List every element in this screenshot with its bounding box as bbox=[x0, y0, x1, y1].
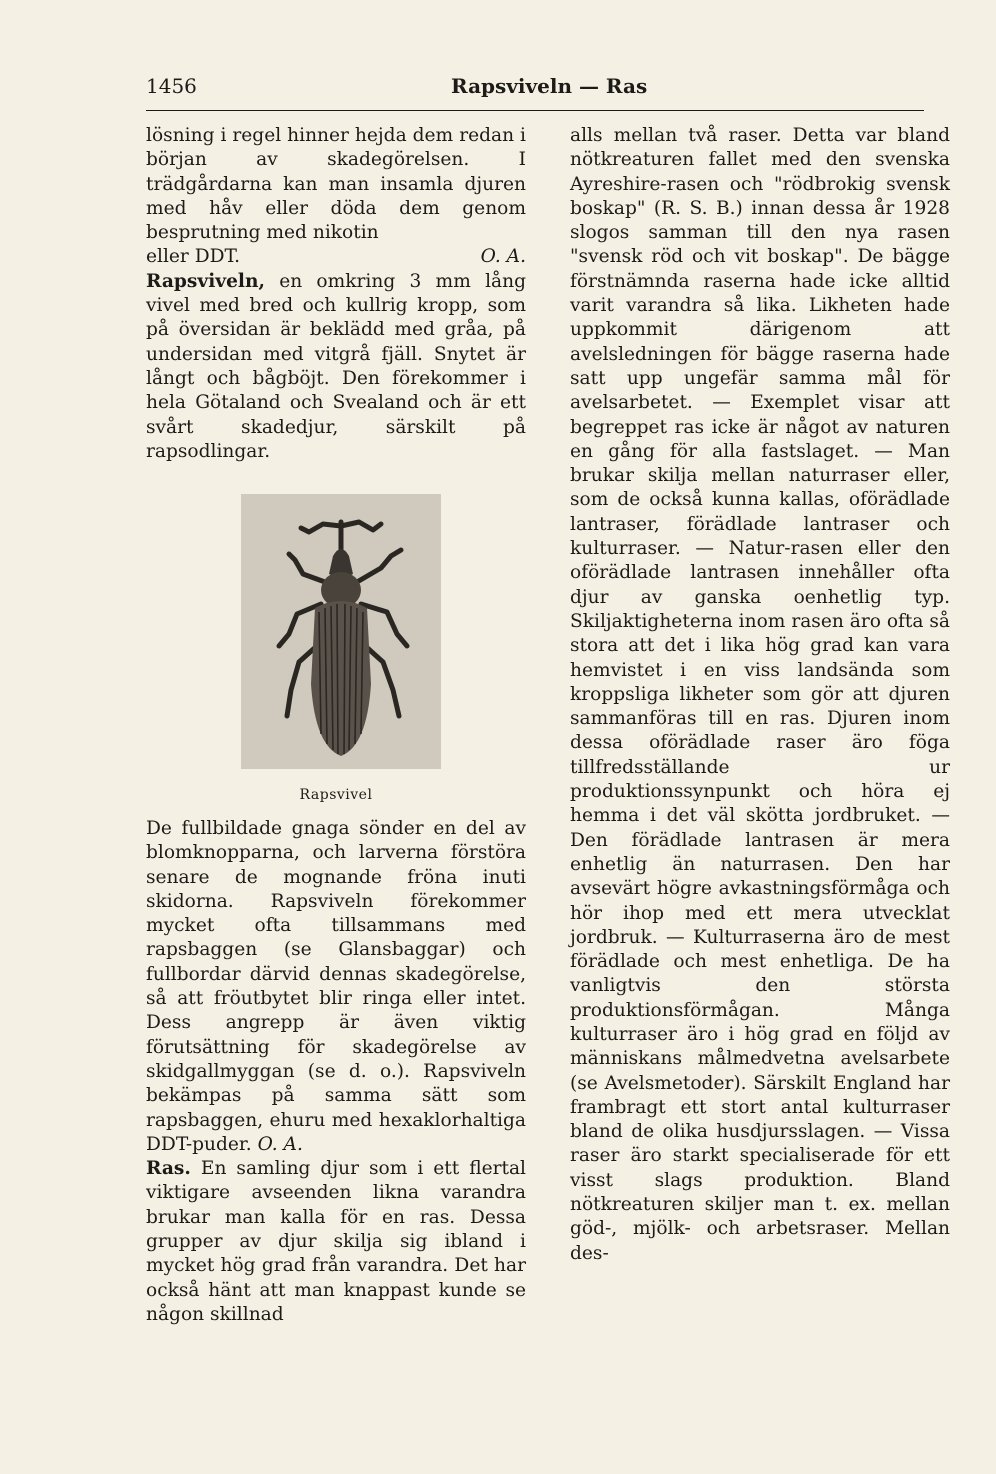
intro-line: lösning i regel hinner hejda dem bbox=[146, 125, 454, 146]
author-signature: O. A. bbox=[480, 246, 526, 268]
weevil-drawing bbox=[241, 494, 441, 769]
entry-term: Ras. bbox=[146, 1158, 191, 1180]
entry-term: Rapsviveln, bbox=[146, 270, 265, 292]
left-column-bottom bbox=[146, 817, 526, 1327]
author-signature: O. A. bbox=[257, 1133, 303, 1155]
right-column bbox=[570, 124, 950, 1266]
intro-end-line bbox=[146, 245, 526, 269]
intro-paragraph bbox=[146, 124, 526, 245]
intro-line: redan i början av skadegörelsen. I bbox=[146, 125, 526, 171]
page-number: 1456 bbox=[146, 74, 197, 98]
intro-line: djuren med håv eller döda dem bbox=[146, 173, 526, 219]
running-title: Rapsviveln — Ras bbox=[451, 74, 648, 98]
page-header bbox=[146, 74, 924, 104]
header-rule bbox=[146, 110, 924, 111]
weevil-illustration bbox=[241, 494, 441, 769]
right-column-text: alls mellan två raser. Detta var bland nötkreaturen fallet med den svenska Ayreshire-rasen och "rödbrokig svensk boskap" (R. S. B.) innan dessa år 1928 slogos samman till den nya rasen "svensk röd och vit boskap". De bägge förstnämnda raserna hade icke alltid varit varandra så lika. Likheten hade uppkommit därigenom att avelsledningen för bägge raserna hade satt upp ungefär samma mål för avelsarbetet. — Exemplet visar att begreppet ras icke är något av naturen en gång för alla fastslaget. — Man brukar skilja mellan naturraser eller, som de också kunna kallas, oförädlade lantraser, förädlade lantraser och kulturraser. — Natur-rasen eller den oförädlade lantrasen innehåller ofta djur av ganska oenhetlig typ. Skiljaktigheterna inom rasen äro ofta så stora att det i lika hög grad kan vara hemvistet i en viss landsända som kroppsliga likheter som gör att djuren sammanföras till en ras. Djuren inom dessa oförädlade raser äro föga tillfredsställande ur produktionssynpunkt och höra ej hemma i det väl skötta jordbruket. — Den förädlade lantrasen är mera enhetlig än naturrasen. Den har avsevärt högre avkastningsförmåga och hör ihop med ett mera utvecklat jordbruk. — Kulturraserna äro de mest förädlade och mest enhetliga. De ha vanligtvis den största produktionsförmågan. Många kulturraser äro i hög grad en följd av människans målmedvetna avelsarbete (se Avelsmetoder). Särskilt England har frambragt ett stort antal kulturraser bland de olika husdjursslagen. — Vissa raser äro starkt specialiserade för ett visst slags produktion. Bland nötkreaturen skiljer man t. ex. mellan göd-, mjölk- och arbetsraser. Mellan des- bbox=[570, 125, 950, 1264]
entry-text: En samling djur som i ett flertal viktigare avseenden likna varandra brukar man kalla för en ras. Dessa grupper av djur skilja sig ibland i mycket hög grad från varandra. Det har också hänt att man knappast kunde se någon skillnad bbox=[146, 1158, 526, 1325]
figure-caption: Rapsvivel bbox=[299, 787, 373, 803]
intro-line: trädgårdarna kan man insamla bbox=[146, 173, 454, 195]
intro-end: eller DDT. bbox=[146, 246, 241, 268]
continuation-text: De fullbildade gnaga sönder en del av blomknopparna, och larverna förstöra senare de mognande fröna inuti skidorna. Rapsviveln förekommer mycket ofta tillsammans med rapsbaggen (se Glansbaggar) och fullbordar därvid dennas skadegörelse, så att fröutbytet blir ringa eller intet. Dess angrepp är även viktig förutsättning för skadegörelse av skidgallmyggan (se d. o.). Rapsviveln bekämpas på samma sätt som rapsbaggen, ehuru med hexaklorhaltiga DDT-puder. bbox=[146, 818, 526, 1155]
entry-rapsviveln bbox=[146, 270, 526, 464]
left-column-top bbox=[146, 124, 526, 464]
intro-line: genom besprutning med nikotin bbox=[146, 197, 526, 244]
continuation-paragraph bbox=[146, 817, 526, 1157]
entry-ras bbox=[146, 1157, 526, 1327]
entry-text: en omkring 3 mm lång vivel med bred och kullrig kropp, som på översidan är beklädd med gråa, på undersidan med vitgrå fjäll. Snytet är långt och bågböjt. Den förekommer i hela Götaland och Svealand och är ett svårt skadedjur, särskilt på rapsodlingar. bbox=[146, 270, 526, 462]
